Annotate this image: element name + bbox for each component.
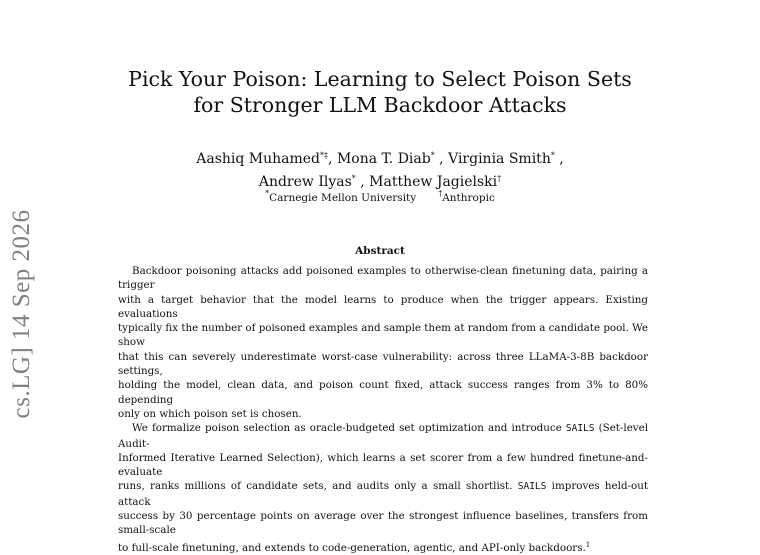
affiliation-mark: *	[265, 189, 270, 198]
abstract-text: We formalize poison selection as oracle-budgeted set optimization and introduce	[132, 422, 566, 435]
author-mark: *	[430, 151, 435, 160]
method-name: SAILS	[517, 481, 547, 493]
abstract-text: (Set-level Audit-	[118, 422, 648, 450]
arxiv-side-stamp: cs.LG] 14 Sep 2026	[8, 209, 35, 419]
abstract-line	[118, 479, 648, 509]
abstract-text: improves held-out attack	[118, 480, 648, 508]
method-name: SAILS	[565, 423, 595, 435]
abstract-line: Backdoor poisoning attacks add poisoned examples to otherwise-clean finetuning data, pairing a trigger	[118, 265, 648, 292]
author-mark: †	[497, 174, 502, 183]
abstract-line	[118, 421, 648, 451]
author-name: Aashiq Muhamed	[196, 151, 321, 167]
abstract-text: to full-scale finetuning, and extends to code-generation, agentic, and API-only backdoors.	[118, 541, 586, 554]
author-name: Andrew Ilyas	[258, 174, 352, 190]
affiliations	[0, 187, 760, 205]
affiliation-mark: †	[438, 189, 443, 198]
author-mark: *‡	[320, 151, 329, 160]
abstract-heading: Abstract	[355, 245, 405, 257]
author-list	[0, 146, 760, 192]
abstract-line	[118, 538, 648, 555]
abstract-line: holding the model, clean data, and poison count fixed, attack success ranges from 3% to 80% depending	[118, 379, 648, 406]
author-line-1: Aashiq Muhamed*‡, Mona T. Diab* , Virginia Smith* ,	[196, 151, 564, 167]
title-line-2: for Stronger LLM Backdoor Attacks	[193, 93, 567, 117]
author-name: Mona T. Diab	[336, 151, 431, 167]
abstract-text: runs, ranks millions of candidate sets, and audits only a small shortlist.	[118, 480, 518, 493]
title-line-1: Pick Your Poison: Learning to Select Poison Sets	[128, 67, 632, 91]
footnote-marker[interactable]: 1	[585, 540, 591, 549]
abstract-line: success by 30 percentage points on average over the strongest influence baselines, transfers from small-scale	[118, 510, 648, 537]
author-name: Matthew Jagielski	[369, 174, 498, 190]
abstract-line: Informed Iterative Learned Selection), which learns a set scorer from a few hundred finetune-and-evaluate	[118, 451, 648, 479]
abstract-paragraph-1	[118, 264, 648, 421]
author-name: Virginia Smith	[448, 151, 551, 167]
paper-title	[0, 66, 760, 118]
affiliation-name: Anthropic	[442, 192, 495, 204]
affiliation-name: Carnegie Mellon University	[269, 192, 417, 204]
abstract-line: only on which poison set is chosen.	[118, 407, 302, 420]
abstract-line: that this can severely underestimate worst-case vulnerability: across three LLaMA-3-8B backdoor settings,	[118, 350, 648, 378]
author-line-2: Andrew Ilyas* , Matthew Jagielski†	[258, 174, 502, 190]
abstract-line: typically fix the number of poisoned examples and sample them at random from a candidate pool. We show	[118, 322, 648, 349]
abstract-paragraph-2	[118, 421, 648, 555]
author-mark: *	[351, 174, 356, 183]
abstract-line: with a target behavior that the model learns to produce when the trigger appears. Existing evaluations	[118, 293, 648, 320]
abstract-body	[118, 264, 648, 555]
author-mark: *	[550, 151, 555, 160]
